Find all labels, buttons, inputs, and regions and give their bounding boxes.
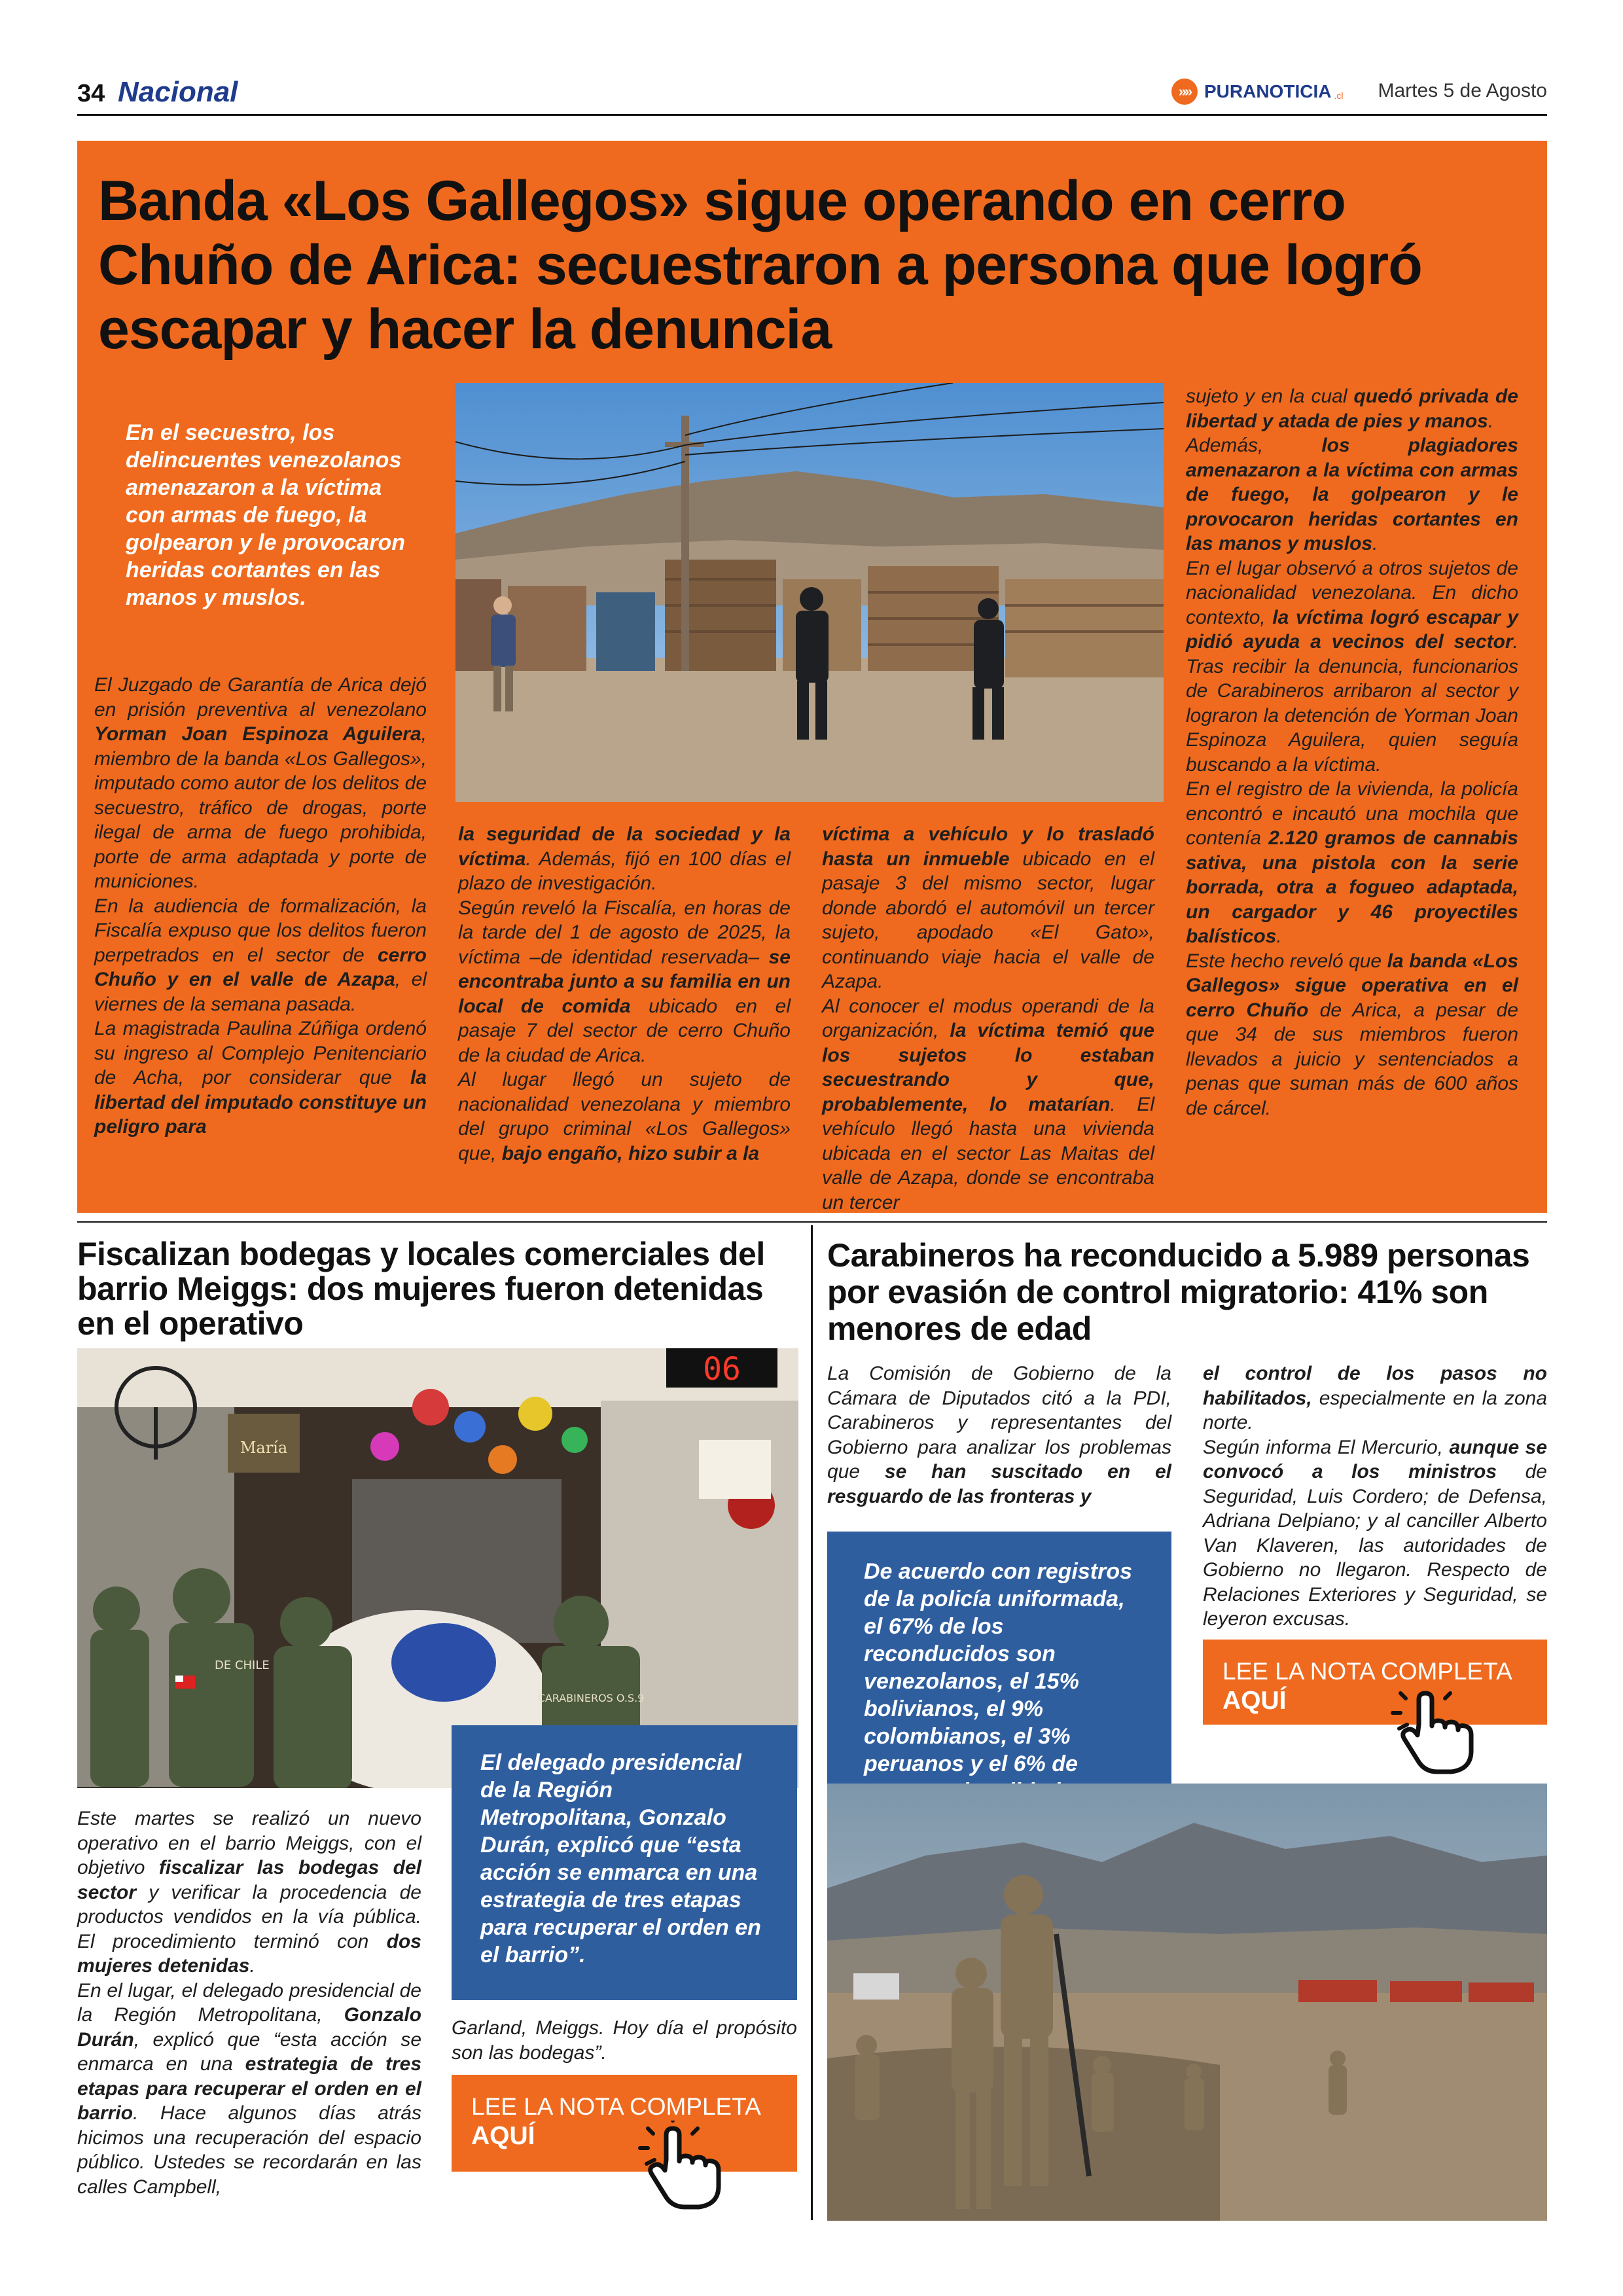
- left-article-quote: El delegado presidencial de la Región Metropolitana, Gonzalo Durán, explicó que “esta acción se enmarca en una estrategia de tres etapas para recuperar el orden en el barrio”.: [452, 1725, 797, 2000]
- text-run: Según reveló la Fiscalía, en horas de la tarde del 1 de agosto de 2025, la víctima –de identidad reservada–: [458, 897, 791, 968]
- horizontal-divider: [77, 1221, 1547, 1223]
- text-run: Garland, Meiggs. Hoy día el propósito son las bodegas”.: [452, 2017, 797, 2064]
- photo-sign-text: María: [240, 1439, 288, 1457]
- text-run: Además,: [1186, 435, 1322, 456]
- bold-text-run: fiscalizar las bodegas del sector: [77, 1857, 421, 1903]
- photo-uniform-text-2: CARABINEROS O.S.9: [537, 1692, 645, 1704]
- text-run: ubicado en el pasaje 7 del sector de cerro Chuño de la ciudad de Arica.: [458, 995, 791, 1066]
- text-run: Este martes se realizó un nuevo operativo en el barrio Meiggs, con el objetivo: [77, 1808, 421, 1878]
- text-run: de Arica, a pesar de que 34 de sus miembros fueron llevados a juicio y sentenciados a penas que suman más de 600 años de cárcel.: [1186, 999, 1518, 1119]
- bold-text-run: la víctima logró escapar y pidió ayuda a vecinos del sector: [1186, 606, 1519, 653]
- photo-counter-text: 06: [703, 1351, 741, 1388]
- right-article-photo: [827, 1784, 1547, 2221]
- bold-text-run: aunque se convocó a los ministros: [1203, 1436, 1548, 1482]
- bold-text-run: la víctima temió que los sujetos lo estaban secuestrando y que, probablemente, lo matarían: [822, 1020, 1154, 1115]
- right-article-quote: De acuerdo con registros de la policía uniformada, el 67% de los reconducidos son venezolanos, el 15% bolivianos, el 9% colombianos, el 3% peruanos y el 6% de: [827, 1532, 1171, 1839]
- read-more-label: LEE LA NOTA COMPLETA: [1222, 1658, 1512, 1685]
- bold-text-run: la libertad del imputado constituye un peligro para: [94, 1067, 427, 1138]
- bold-text-run: Yorman Joan Espinoza Aguilera: [94, 723, 421, 745]
- right-article-headline: Carabineros ha reconducido a 5.989 personas por evasión de control migratorio: 41% son menores de edad: [827, 1237, 1530, 1347]
- feature-column-4: [1186, 384, 1518, 1121]
- publication-logo[interactable]: [1171, 79, 1343, 105]
- text-run: Al lugar llegó un sujeto de nacionalidad venezolana y miembro del grupo criminal «Los Gallegos» que,: [458, 1069, 791, 1164]
- text-run: sujeto y en la cual: [1186, 386, 1354, 407]
- text-run: Al conocer el modus operandi de la organización,: [822, 995, 1154, 1041]
- header-rule: [77, 114, 1547, 116]
- bold-text-run: el control de los pasos no habilitados,: [1203, 1363, 1547, 1409]
- text-run: En la audiencia de formalización, la Fiscalía expuso que los delitos fueron perpetrados en el sector de: [94, 895, 427, 966]
- text-run: . Además, fijó en 100 días el plazo de investigación.: [458, 848, 791, 894]
- feature-photo: [455, 383, 1164, 802]
- text-run: .: [1488, 410, 1494, 432]
- text-run: , miembro de la banda «Los Gallegos», imputado como autor de los delitos de secuestro, tráfico de drogas, porte ilegal de arma de fuego prohibida, porte de arma adaptada y porte de municiones.: [94, 723, 427, 892]
- feature-lead: En el secuestro, los delincuentes venezolanos amenazaron a la víctima con armas de fuego, la golpearon y le provocaron heridas cortantes en las manos y muslos.: [126, 420, 405, 610]
- bold-text-run: cerro Chuño y en el valle de Azapa: [94, 944, 427, 990]
- logo-text: PURANOTICIA: [1204, 81, 1332, 101]
- bold-text-run: estrategia de tres etapas para recuperar el orden en el barrio: [77, 2053, 422, 2124]
- text-run: En el lugar observó a otros sujetos de nacionalidad venezolana. En dicho contexto,: [1186, 557, 1518, 628]
- right-article-body-2: [1203, 1361, 1547, 1632]
- text-run: La magistrada Paulina Zúñiga ordenó su ingreso al Complejo Penitenciario de Acha, por considerar que: [94, 1018, 427, 1088]
- bold-text-run: 2.120 gramos de cannabis sativa, una pistola con la serie borrada, otra a fogueo adaptada, un cargador y 46 proyectiles balísticos: [1186, 827, 1518, 947]
- left-article-body-1: [77, 1806, 421, 2199]
- text-run: . Hace algunos días atrás hicimos una recuperación del espacio público. Ustedes se recordarán en las calles Campbell,: [77, 2102, 421, 2198]
- text-run: especialmente en la zona norte.: [1203, 1387, 1547, 1433]
- text-run: Según informa El Mercurio,: [1203, 1436, 1450, 1458]
- pointing-hand-click-icon[interactable]: [628, 2121, 733, 2215]
- bold-text-run: quedó privada de libertad y atada de pies y manos: [1186, 386, 1518, 432]
- section-title: Nacional: [118, 76, 238, 108]
- text-run: .: [1276, 925, 1282, 947]
- right-read-more-button[interactable]: [1203, 1640, 1547, 1725]
- bold-text-run: bajo engaño, hizo subir a la: [501, 1142, 760, 1164]
- text-run: , explicó que “esta acción se enmarca en una: [77, 2028, 421, 2075]
- page-number: 34: [77, 80, 105, 107]
- bold-text-run: Gonzalo Durán: [77, 2004, 421, 2051]
- text-run: Este hecho reveló que: [1186, 950, 1387, 972]
- text-run: En el registro de la vivienda, la policía encontró e incautó una mochila que contenía: [1186, 778, 1518, 849]
- read-more-label: LEE LA NOTA COMPLETA: [471, 2093, 761, 2120]
- vertical-divider: [811, 1225, 813, 2220]
- feature-headline: Banda «Los Gallegos» sigue operando en cerro Chuño de Arica: secuestraron a persona que logró escapar y hacer la denuncia: [98, 170, 1422, 361]
- chevron-logo-icon: »»: [1171, 79, 1198, 105]
- bold-text-run: dos mujeres detenidas: [77, 1930, 421, 1977]
- text-run: . Tras recibir la denuncia, funcionarios de Carabineros arribaron al sector y lograron la detención de Yorman Joan Espinoza Aguilera, quien seguía buscando a la víctima.: [1186, 631, 1518, 776]
- text-run: .: [1372, 533, 1378, 554]
- bold-text-run: se encontraba junto a su familia en un local de comida: [458, 946, 791, 1017]
- bold-text-run: se han suscitado en el resguardo de las fronteras y: [827, 1461, 1171, 1507]
- text-run: de Seguridad, Luis Cordero; de Defensa, Adriana Delpiano; y al canciller Alberto Van Klaveren, las autoridades de Gobierno no llegaron. Respecto de Relaciones Exteriores y Seguridad, se leyeron excusas.: [1203, 1461, 1547, 1630]
- text-run: ubicado en el pasaje 3 del mismo sector, lugar donde abordó el automóvil un tercer sujeto, apodado «El Gato», continuando viaje hacia el valle de Azapa.: [822, 848, 1154, 992]
- logo-suffix: .cl: [1334, 90, 1344, 101]
- text-run: y verificar la procedencia de productos vendidos en la vía pública. El procedimiento terminó con: [77, 1881, 421, 1952]
- right-article-body-1: [827, 1361, 1171, 1509]
- bold-text-run: la banda «Los Gallegos» sigue operativa en el cerro Chuño: [1186, 950, 1519, 1021]
- text-run: . El vehículo llegó hasta una vivienda ubicada en el sector Las Maitas del valle de Azapa, donde se encontraba un tercer: [822, 1093, 1154, 1213]
- left-article-body-2: [452, 2016, 797, 2065]
- feature-column-2: [458, 822, 791, 1166]
- left-article-headline: Fiscalizan bodegas y locales comerciales del barrio Meiggs: dos mujeres fueron detenidas en el operativo: [77, 1236, 765, 1342]
- bold-text-run: la seguridad de la sociedad y la víctima: [458, 823, 791, 870]
- text-run: En el lugar, el delegado presidencial de la Región Metropolitana,: [77, 1979, 421, 2026]
- text-run: , el viernes de la semana pasada.: [94, 969, 427, 1015]
- bold-text-run: víctima a vehículo y lo trasladó hasta un inmueble: [822, 823, 1154, 870]
- text-run: El Juzgado de Garantía de Arica dejó en prisión preventiva al venezolano: [94, 674, 427, 721]
- left-read-more-button[interactable]: [452, 2075, 797, 2172]
- feature-column-1: [94, 673, 427, 1139]
- read-more-here-label: AQUÍ: [1222, 1687, 1287, 1715]
- bold-text-run: los plagiadores amenazaron a la víctima con armas de fuego, la golpearon y le provocaron heridas cortantes en las manos y muslos: [1186, 435, 1518, 554]
- page-date: Martes 5 de Agosto: [1378, 80, 1547, 101]
- feature-column-3: [822, 822, 1154, 1215]
- pointing-hand-click-icon[interactable]: [1381, 1685, 1486, 1780]
- text-run: La Comisión de Gobierno de la Cámara de Diputados citó a la PDI, Carabineros y representantes del Gobierno para analizar los problemas que: [827, 1363, 1171, 1482]
- text-run: .: [249, 1955, 255, 1977]
- read-more-here-label: AQUÍ: [471, 2122, 535, 2150]
- photo-uniform-text-1: DE CHILE: [215, 1659, 270, 1672]
- left-article-photo: [77, 1348, 798, 1788]
